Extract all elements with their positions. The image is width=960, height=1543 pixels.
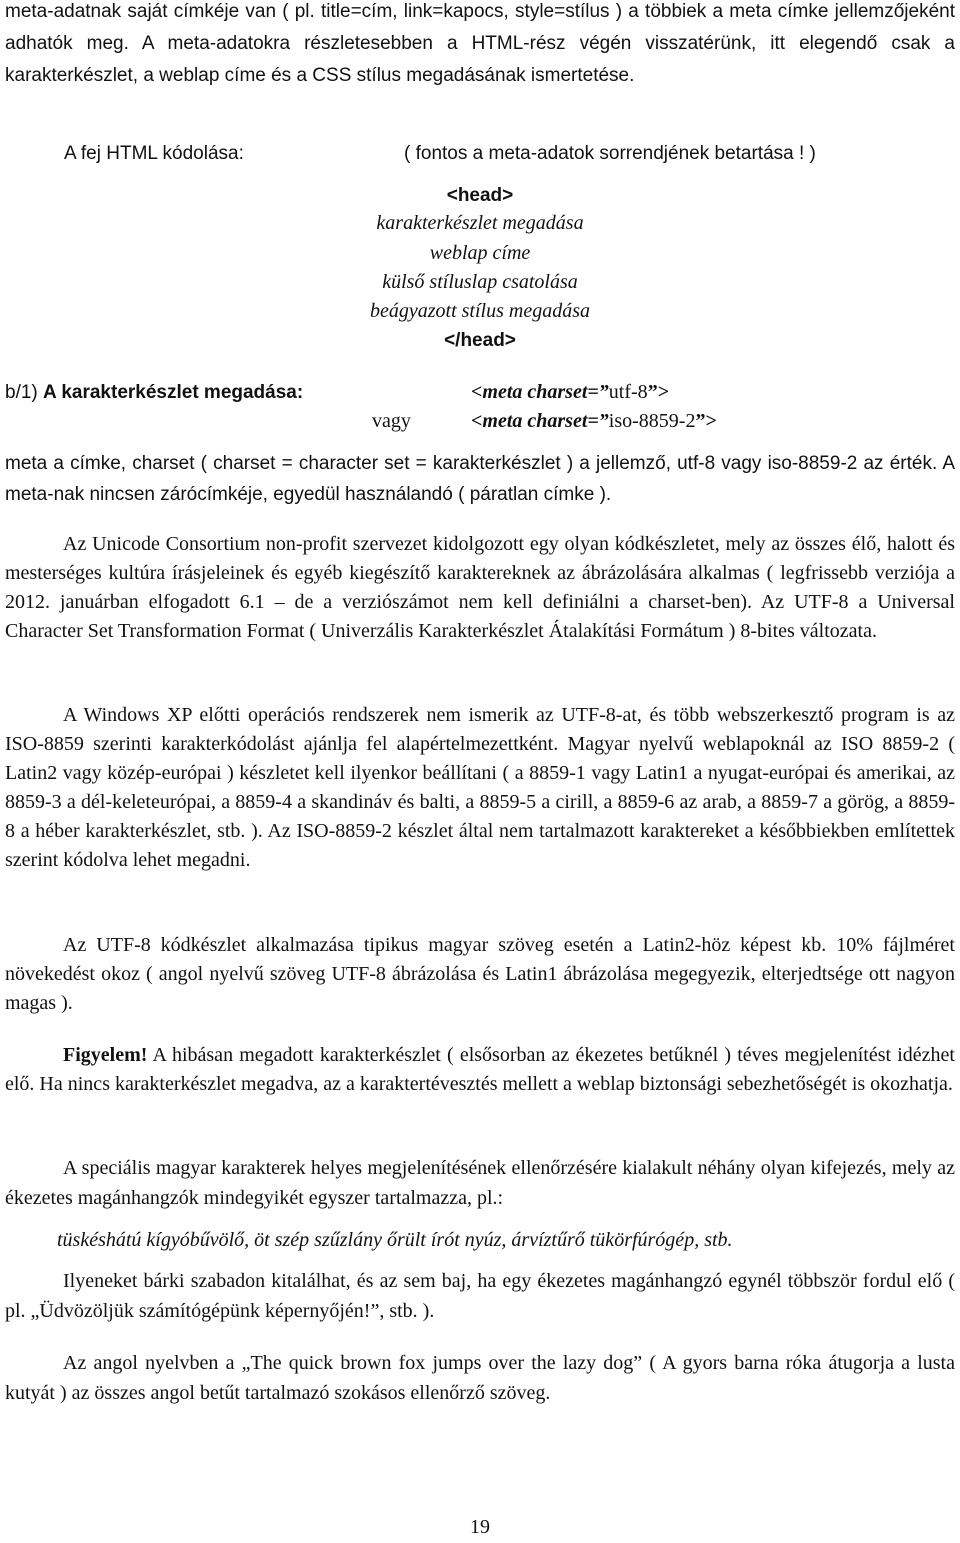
charset-code-utf8 — [471, 377, 669, 408]
charset-code-iso — [471, 406, 717, 437]
paragraph-greeting: Ilyeneket bárki szabadon kitalálhat, és az sem baj, ha egy ékezetes magánhangzó egynél többször fordul elő ( pl. „Üdvözöljük számítógépünk képernyőjén!”, stb. ). — [5, 1270, 955, 1322]
intro-paragraph: meta-adatnak saját címkéje van ( pl. title=cím, link=kapocs, style=stílus ) a többiek a meta címke jellemzőjeként adhatók meg. A meta-adatokra részletesebben a HTML-rész végén visszatérünk, itt elegendő csak a karakterkészlet, a weblap címe és a CSS stílus megadásának ismertetése. — [5, 1, 955, 86]
head-item-charset: karakterkészlet megadása — [376, 212, 584, 234]
charset-explanation: meta a címke, charset ( charset = character set = karakterkészlet ) a jellemző, utf-8 vagy iso-8859-2 az érték. A meta-nak nincsen zárócímkéje, egyedül használandó ( páratlan címke ). — [5, 453, 955, 505]
head-close-tag: </head> — [444, 330, 516, 351]
paragraph-english: Az angol nyelvben a „The quick brown fox jumps over the lazy dog” ( A gyors barna róka átugorja a lusta kutyát ) az összes angol betűt tartalmazó szokásos ellenőrző szöveg. — [5, 1352, 955, 1404]
paragraph-warning — [5, 1041, 955, 1099]
code1-value: utf-8 — [608, 381, 648, 403]
code2-open: <meta charset=” — [471, 410, 609, 432]
head-item-external-css: külső stíluslap csatolása — [382, 271, 578, 293]
head-item-embedded-style: beágyazott stílus megadása — [370, 300, 590, 322]
paragraph-windows: A Windows XP előtti operációs rendszerek nem ismerik az UTF-8-at, és több webszerkesztő program is az ISO-8859 szerinti karakterkódolást ajánlja fel alapértelmezettként. Magyar nyelvű weblapoknál az ISO 8859-2 ( Latin2 vagy közép-európai ) készletet kell ilyenkor beállítani ( a 8859-1 vagy Latin1 a nyugat-európai és amerikai, az 8859-3 a dél-keleteurópai, a 8859-4 a skandináv és balti, a 8859-5 a cirill, a 8859-6 az arab, a 8859-7 a görög, a 8859-8 a héber karakterkészlet, stb. ). Az ISO-8859-2 készlet által nem tartalmazott karaktereket a későbbiekben említettek szerint kódolva lehet megadni. — [5, 704, 955, 871]
head-coding-label: A fej HTML kódolása: — [64, 143, 244, 164]
page-number: 19 — [470, 1516, 490, 1538]
warning-text: A hibásan megadott karakterkészlet ( elsősorban az ékezetes betűknél ) téves megjelenítést idézhet elő. Ha nincs karakterkészlet megadva, az a karaktertévesztés mellett a weblap biztonsági sebezhetőségét is okozhatja. — [5, 1044, 955, 1095]
code1-close: ”> — [647, 381, 670, 403]
paragraph-unicode: Az Unicode Consortium non-profit szervezet kidolgozott egy olyan kódkészletet, mely az összes élő, halott és mesterséges kultúra írásjeleinek és egyéb kiegészítő karaktereknek az ábrázolására alkalmas ( legfrissebb verziója a 2012. januárban elfogadott 6.1 – de a verziószámot nem kell definiálni a charset-ben). Az UTF-8 a Universal Character Set Transformation Format ( Univerzális Karakterkészlet Átalakítási Formátum ) 8-bites változata. — [5, 533, 955, 642]
pangram-hungarian: tüskéshátú kígyóbűvölő, öt szép szűzlány őrült írót nyúz, árvíztűrő tükörfúrógép, stb. — [57, 1229, 733, 1251]
paragraph-utf8: Az UTF-8 kódkészlet alkalmazása tipikus magyar szöveg esetén a Latin2-höz képest kb. 10% fájlméret növekedést okoz ( angol nyelvű szöveg UTF-8 ábrázolása és Latin1 ábrázolása megegyezik, elterjedtsége ott nagyon magas ). — [5, 934, 955, 1014]
head-item-title: weblap címe — [429, 242, 531, 264]
paragraph-special: A speciális magyar karakterek helyes megjelenítésének ellenőrzésére kialakult néhány olyan kifejezés, mely az ékezetes magánhangzók mindegyikét egyszer tartalmazza, pl.: — [5, 1157, 955, 1209]
charset-or: vagy — [372, 410, 411, 432]
code2-value: iso-8859-2 — [608, 410, 696, 432]
head-coding-note: ( fontos a meta-adatok sorrendjének betartása ! ) — [404, 143, 816, 164]
code1-open: <meta charset=” — [471, 381, 609, 403]
warning-label: Figyelem! — [63, 1044, 148, 1066]
charset-heading — [5, 377, 303, 408]
head-open-tag: <head> — [446, 185, 514, 206]
code2-close: ”> — [695, 410, 717, 432]
charset-prefix: b/1) — [5, 382, 38, 403]
charset-heading-text: A karakterkészlet megadása: — [43, 382, 304, 403]
